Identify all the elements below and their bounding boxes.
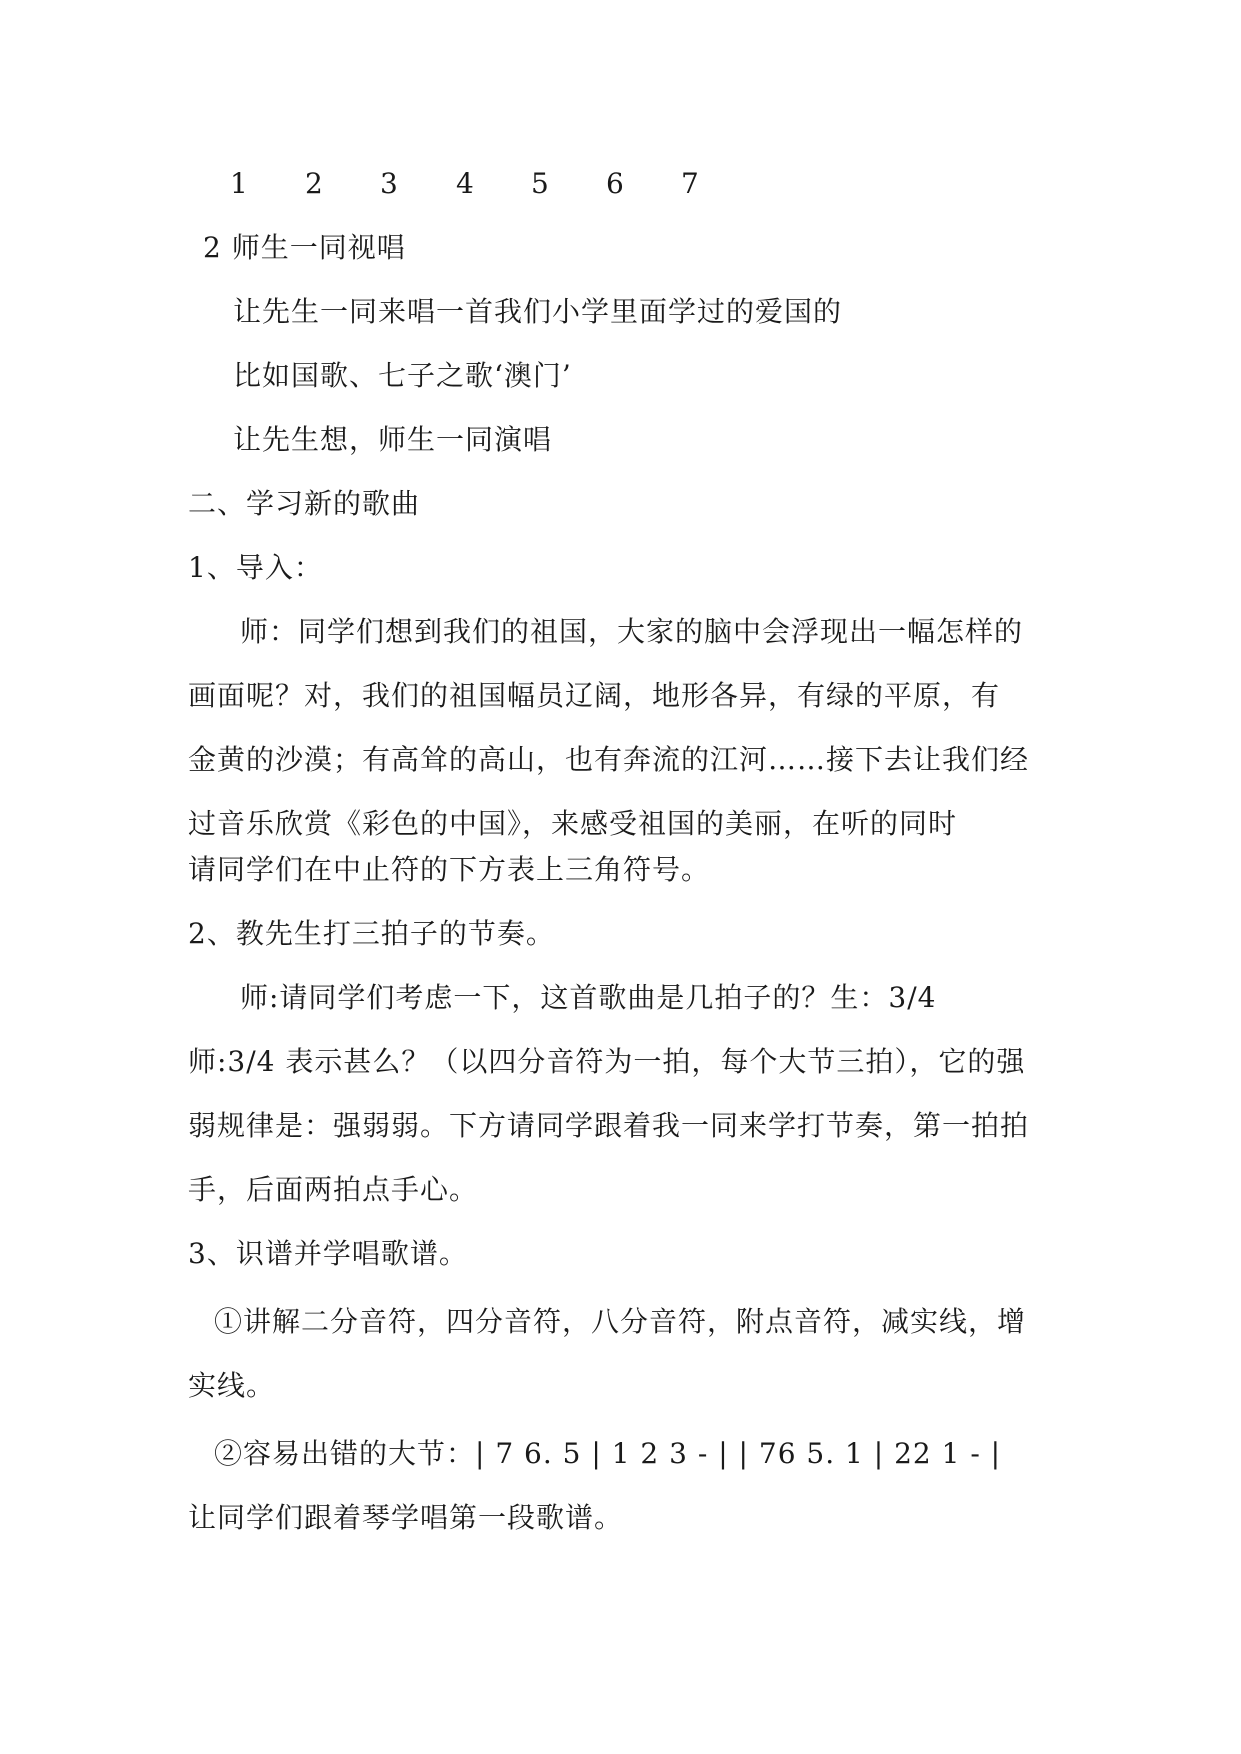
paragraph-line: ①讲解二分音符，四分音符，八分音符，附点音符，减实线，增 (214, 1305, 1027, 1338)
paragraph-line: 实线。 (188, 1369, 276, 1402)
paragraph-line: 比如国歌、七子之歌‘澳门’ (233, 359, 572, 392)
solfege-number: 3 (380, 167, 398, 200)
solfege-number-row (230, 166, 750, 202)
solfege-number: 4 (456, 167, 474, 200)
solfege-number: 7 (681, 167, 699, 200)
section-heading: 二、学习新的歌曲 (188, 487, 421, 520)
paragraph-line: 金黄的沙漠；有高耸的高山，也有奔流的江河……接下去让我们经 (188, 743, 1030, 776)
subsection-heading: 1、导入： (188, 551, 323, 584)
heading-2-sight-singing: 2 师生一同视唱 (203, 231, 406, 264)
paragraph-line: 弱规律是：强弱弱。下方请同学跟着我一同来学打节奏，第一拍拍 (188, 1109, 1030, 1142)
paragraph-line: 师:3/4 表示甚么？（以四分音符为一拍，每个大节三拍），它的强 (188, 1045, 1026, 1078)
notation-line: ②容易出错的大节：| 7 6. 5 | 1 2 3 - | | 76 5. 1 | 22 1 - | (214, 1437, 1002, 1470)
paragraph-line: 手，后面两拍点手心。 (188, 1173, 479, 1206)
paragraph-line: 过音乐欣赏《彩色的中国》，来感受祖国的美丽，在听的同时 (188, 807, 958, 840)
solfege-number: 5 (531, 167, 549, 200)
paragraph-line: 师：同学们想到我们的祖国，大家的脑中会浮现出一幅怎样的 (240, 615, 1024, 648)
subsection-heading: 2、教先生打三拍子的节奏。 (188, 917, 555, 950)
solfege-number: 1 (230, 167, 248, 200)
paragraph-line: 让同学们跟着琴学唱第一段歌谱。 (188, 1501, 624, 1534)
paragraph-line: 让先生一同来唱一首我们小学里面学过的爱国的 (233, 295, 843, 328)
paragraph-line: 师:请同学们考虑一下，这首歌曲是几拍子的？生：3/4 (240, 981, 937, 1014)
solfege-number: 6 (606, 167, 624, 200)
paragraph-line: 让先生想，师生一同演唱 (233, 423, 553, 456)
solfege-number: 2 (305, 167, 323, 200)
paragraph-line: 画面呢？对，我们的祖国幅员辽阔，地形各异，有绿的平原，有 (188, 679, 1001, 712)
paragraph-line: 请同学们在中止符的下方表上三角符号。 (188, 853, 711, 886)
subsection-heading: 3、识谱并学唱歌谱。 (188, 1237, 468, 1270)
